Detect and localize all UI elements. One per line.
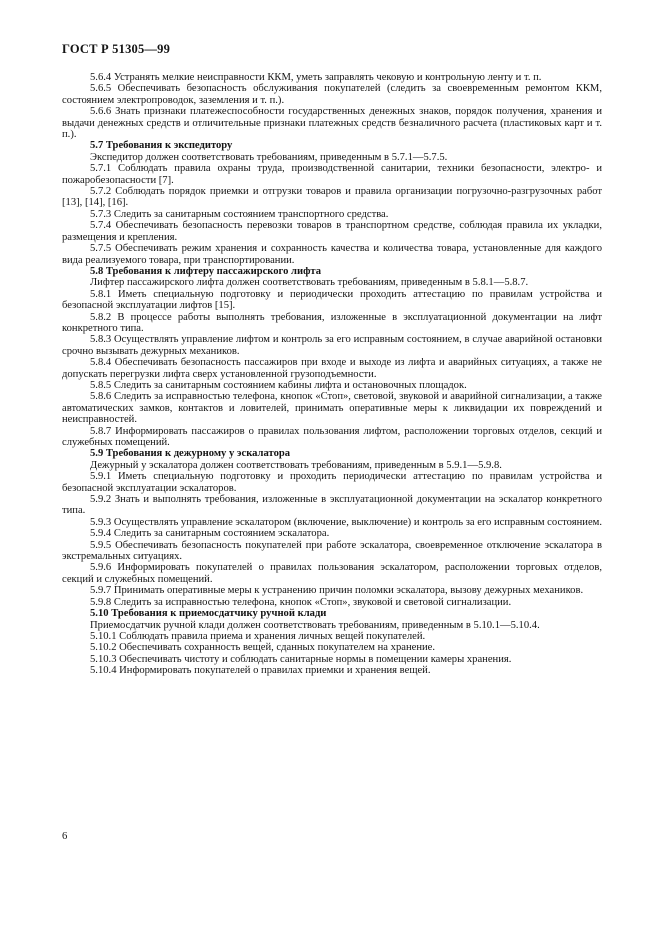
paragraph: 5.8.2 В процессе работы выполнять требования, изложенные в эксплуатационной документации на лифт конкретного типа. — [62, 311, 602, 334]
paragraph: 5.7.5 Обеспечивать режим хранения и сохранность качества и количества товара, установленные для каждого вида реализуемого товара, при транспортировании. — [62, 243, 602, 266]
paragraph: 5.10.3 Обеспечивать чистоту и соблюдать санитарные нормы в помещении камеры хранения. — [90, 653, 512, 665]
paragraph: 5.8.4 Обеспечивать безопасность пассажиров при входе и выходе из лифта и аварийных ситуациях, а также не допускать перегрузки лифта сверх установленной грузоподъемности. — [62, 357, 602, 380]
paragraph: 5.10.4 Информировать покупателей о правилах приемки и хранения вещей. — [90, 665, 431, 677]
page-number: 6 — [62, 831, 68, 842]
paragraph: 5.6.5 Обеспечивать безопасность обслуживания покупателей (следить за своевременным ремонтом ККМ, состоянием электропроводок, заземления и т. п.). — [62, 83, 602, 106]
paragraph: 5.7.1 Соблюдать правила охраны труда, производственной санитарии, техники безопасности, электро- и пожаробезопасности [7]. — [62, 163, 602, 186]
paragraph: 5.7.2 Соблюдать порядок приемки и отгрузки товаров и правила организации погрузочно-разгрузочных работ [13], [14], [16]. — [62, 186, 602, 209]
paragraph: 5.7.3 Следить за санитарным состоянием транспортного средства. — [90, 208, 389, 220]
paragraph: 5.9.3 Осуществлять управление эскалатором (включение, выключение) и контроль за его исправным состоянием. — [90, 516, 602, 528]
document-body — [62, 72, 602, 677]
paragraph: 5.8.7 Информировать пассажиров о правилах пользования лифтом, расположении торговых отделов, секций и служебных помещений. — [62, 425, 602, 448]
paragraph: 5.6.6 Знать признаки платежеспособности государственных денежных знаков, порядок получения, хранения и выдачи денежных средств и отличительные признаки платежных средств безналичного расчета (пластиковых карт и т. п.). — [62, 106, 602, 141]
paragraph: 5.10.1 Соблюдать правила приема и хранения личных вещей покупателей. — [90, 630, 426, 642]
paragraph: 5.7.4 Обеспечивать безопасность перевозки товаров в транспортном средстве, соблюдая правила их укладки, размещения и крепления. — [62, 220, 602, 243]
paragraph: 5.8.1 Иметь специальную подготовку и периодически проходить аттестацию по правилам устройства и безопасной эксплуатации лифтов [15]. — [62, 288, 602, 312]
paragraph: 5.9.4 Следить за санитарным состоянием эскалатора. — [90, 528, 330, 540]
paragraph: 5.10.2 Обеспечивать сохранность вещей, сданных покупателем на хранение. — [90, 642, 436, 654]
section-heading: 5.8 Требования к лифтеру пассажирского лифта — [90, 265, 322, 277]
section-heading: 5.9 Требования к дежурному у эскалатора — [90, 448, 291, 460]
paragraph: Приемосдатчик ручной клади должен соответствовать требованиям, приведенным в 5.10.1—5.10.4. — [90, 619, 540, 631]
paragraph: 5.8.6 Следить за исправностью телефона, кнопок «Стоп», световой, звуковой и аварийной сигнализации, а также автоматических замков, контактов и ловителей, принимать оперативные меры к ликвидации их повреждений и неисправностей. — [62, 391, 602, 426]
paragraph: Лифтер пассажирского лифта должен соответствовать требованиям, приведенным в 5.8.1—5.8.7. — [90, 277, 529, 289]
paragraph: 5.9.7 Принимать оперативные меры к устранению причин поломки эскалатора, вызову дежурных механиков. — [90, 585, 584, 597]
paragraph: 5.9.6 Информировать покупателей о правилах пользования эскалатором, расположении торговых отделов, секций и служебных помещений. — [62, 562, 602, 585]
paragraph: 5.9.2 Знать и выполнять требования, изложенные в эксплуатационной документации на эскалатор конкретного типа. — [62, 494, 602, 517]
paragraph: 5.6.4 Устранять мелкие неисправности ККМ, уметь заправлять чековую и контрольную ленту и т. п. — [90, 72, 542, 83]
paragraph: 5.9.5 Обеспечивать безопасность покупателей при работе эскалатора, своевременное отключение эскалатора в экстремальных ситуациях. — [62, 539, 602, 563]
section-heading: 5.10 Требования к приемосдатчику ручной клади — [90, 608, 327, 620]
paragraph: 5.9.8 Следить за исправностью телефона, кнопок «Стоп», звуковой и световой сигнализации. — [90, 596, 512, 608]
paragraph: Экспедитор должен соответствовать требованиям, приведенным в 5.7.1—5.7.5. — [90, 151, 448, 163]
document-header: ГОСТ Р 51305—99 — [62, 42, 171, 56]
paragraph: 5.9.1 Иметь специальную подготовку и проходить периодически аттестацию по правилам устройства и безопасной эксплуатации эскалаторов. — [62, 471, 602, 494]
paragraph: Дежурный у эскалатора должен соответствовать требованиям, приведенным в 5.9.1—5.9.8. — [90, 459, 502, 471]
section-heading: 5.7 Требования к экспедитору — [90, 140, 233, 152]
paragraph: 5.8.5 Следить за санитарным состоянием кабины лифта и остановочных площадок. — [90, 379, 467, 391]
paragraph: 5.8.3 Осуществлять управление лифтом и контроль за его исправным состоянием, в случае аварийной остановки срочно вызывать дежурных механиков. — [62, 334, 602, 357]
